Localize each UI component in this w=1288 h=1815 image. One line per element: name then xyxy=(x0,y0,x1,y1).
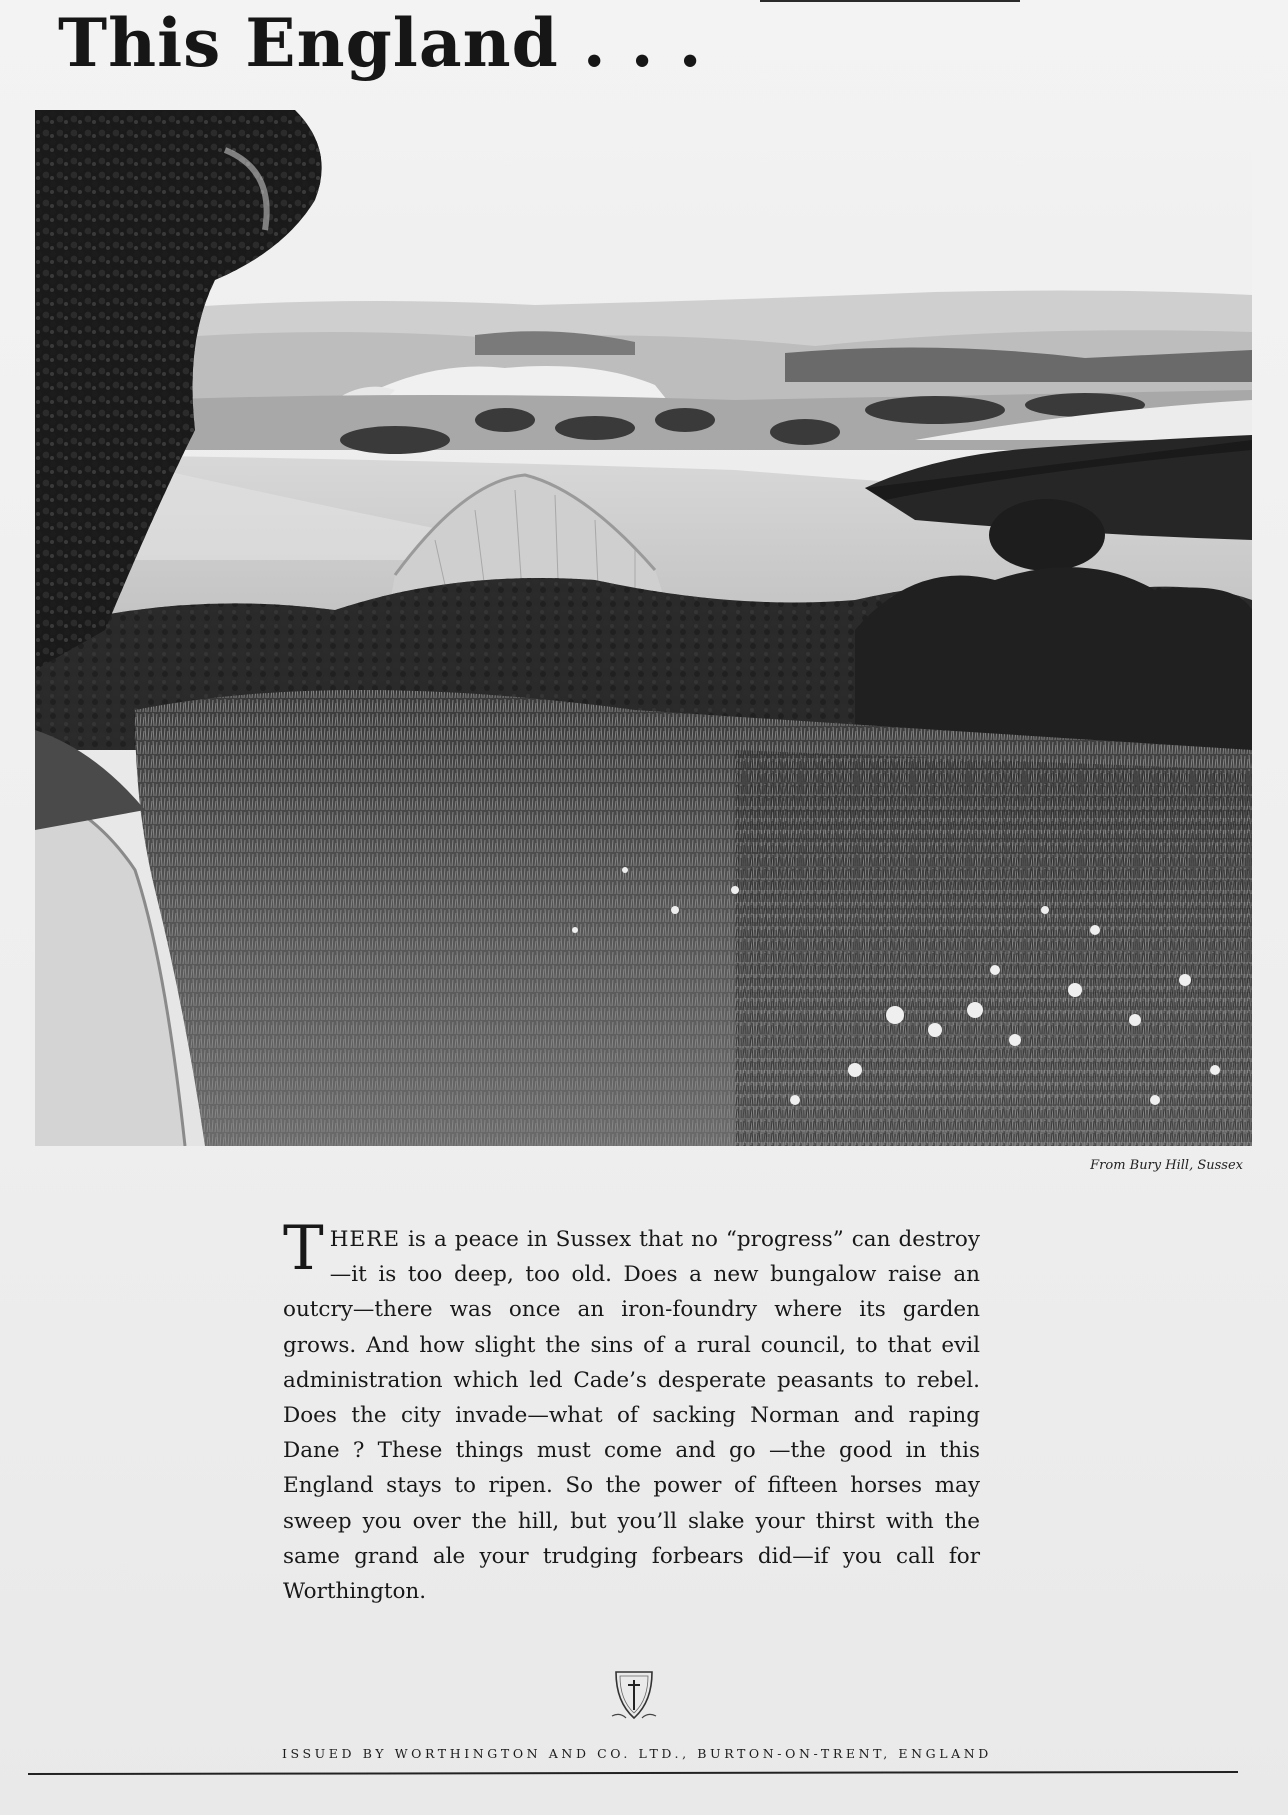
headline: This England . . . xyxy=(58,4,703,82)
issuer-line: ISSUED BY WORTHINGTON AND CO. LTD., BURTON-ON-TRENT, ENGLAND xyxy=(282,1746,992,1761)
footer-rule xyxy=(28,1771,1238,1775)
shield-dagger-icon xyxy=(610,1668,658,1724)
photo-caption: From Bury Hill, Sussex xyxy=(1090,1158,1243,1173)
body-copy xyxy=(283,1213,980,1609)
body-text: is a peace in Sussex that no “progress” can destroy—it is too deep, too old. Does a new bungalow raise an outcry—there was once an iron-foundry where its garden grows. And how slight the sins of a rural council, to that evil administration which led Cade’s desperate peasants to rebel. Does the city invade—what of sacking Norman and raping Dane ? These things must come and go —the good in this England stays to ripen. So the power of fifteen horses may sweep you over the hill, but you’ll slake your thirst with the same grand ale your trudging forbears did—if you call for Worthington. xyxy=(283,1227,980,1605)
landscape-photo xyxy=(35,110,1252,1146)
drop-cap: T xyxy=(283,1213,324,1284)
landscape-illustration xyxy=(35,110,1252,1146)
top-rule xyxy=(760,0,1020,2)
lead-in: HERE xyxy=(329,1227,401,1252)
